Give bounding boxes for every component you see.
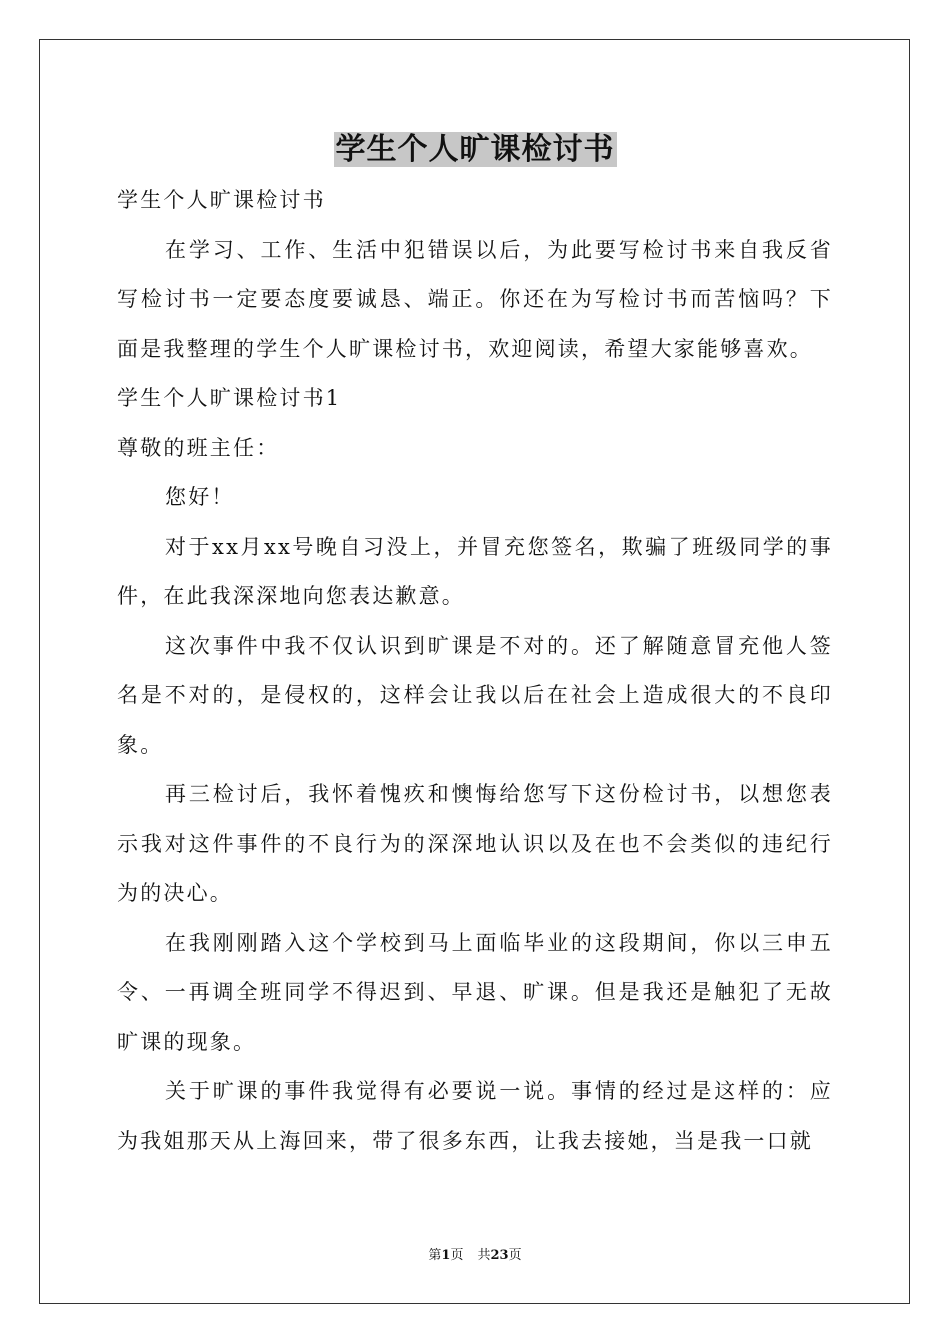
paragraph: 在学习、工作、生活中犯错误以后，为此要写检讨书来自我反省写检讨书一定要态度要诚恳、端正。你还在为写检讨书而苦恼吗？下面是我整理的学生个人旷课检讨书，欢迎阅读，希望大家能够喜欢。 [117,237,833,361]
paragraph: 这次事件中我不仅认识到旷课是不对的。还了解随意冒充他人签名是不对的，是侵权的，这样会让我以后在社会上造成很大的不良印象。 [117,633,833,757]
document-title-text: 学生个人旷课检讨书 [335,132,615,167]
page-prefix: 第 [428,1248,442,1263]
section-heading: 学生个人旷课检讨书1 [117,386,342,410]
paragraph: 在我刚刚踏入这个学校到马上面临毕业的这段期间，你以三申五令、一再调全班同学不得迟到、早退、旷课。但是我还是触犯了无故旷课的现象。 [117,930,833,1054]
total-pages: 23 [490,1248,509,1263]
paragraph: 学生个人旷课检讨书 [117,188,326,212]
page-number: 1 [441,1248,451,1263]
document-title [0,128,950,172]
salutation: 尊敬的班主任： [117,435,280,460]
document-body [117,176,833,1166]
total-suffix: 页 [508,1248,522,1263]
paragraph: 关于旷课的事件我觉得有必要说一说。事情的经过是这样的：应为我姐那天从上海回来，带了很多东西，让我去接她，当是我一口就 [117,1079,833,1153]
total-prefix: 共 [477,1248,491,1263]
paragraph: 对于xx月xx号晚自习没上，并冒充您签名，欺骗了班级同学的事件，在此我深深地向您表达歉意。 [117,534,833,608]
paragraph: 再三检讨后，我怀着愧疚和懊悔给您写下这份检讨书，以想您表示我对这件事件的不良行为的深深地认识以及在也不会类似的违纪行为的决心。 [117,782,833,905]
page-footer [0,1246,950,1266]
page-suffix: 页 [450,1248,464,1263]
greeting: 您好！ [165,485,235,509]
